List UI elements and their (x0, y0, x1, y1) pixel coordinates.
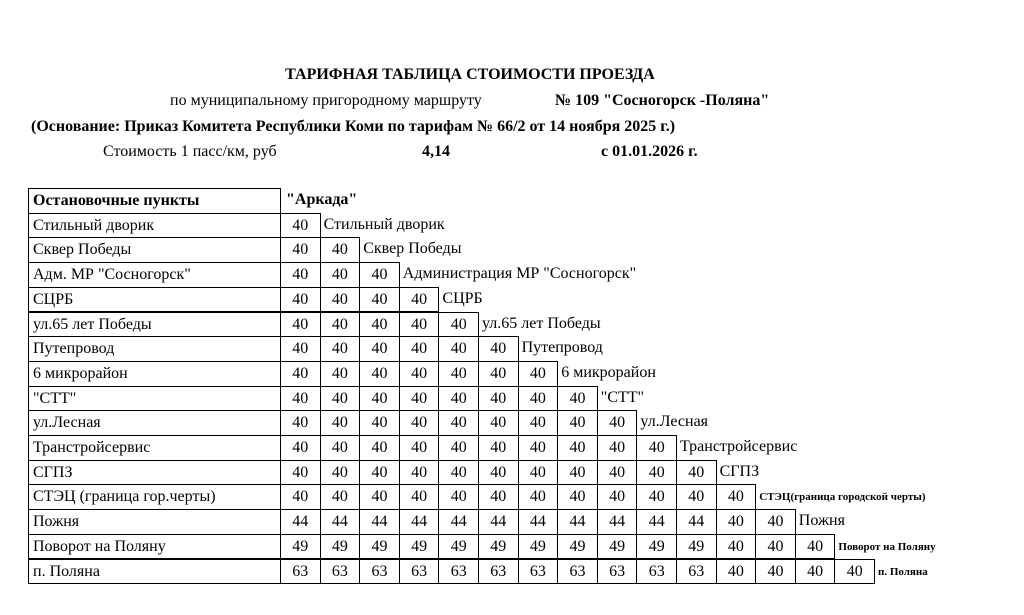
fare-cell: 40 (280, 237, 321, 263)
fare-cell: 40 (716, 484, 757, 510)
fare-cell: 40 (597, 460, 638, 486)
fare-cell: 40 (280, 312, 321, 338)
fare-cell: 63 (320, 559, 361, 585)
fare-cell: 40 (280, 410, 321, 436)
fare-cell: 40 (636, 460, 677, 486)
fare-cell: 40 (438, 386, 479, 412)
fare-cell: 44 (320, 509, 361, 535)
fare-cell: 63 (676, 559, 717, 585)
fare-cell: 40 (438, 435, 479, 461)
stop-label-diagonal: Транстройсервис (680, 438, 798, 455)
stop-name: СТЭЦ (граница гор.черты) (28, 484, 281, 510)
fare-cell: 40 (280, 213, 321, 239)
basis-note: (Основание: Приказ Комитета Республики Коми по тарифам № 66/2 от 14 ноября 2025 г.) (31, 118, 676, 135)
stop-name: ул.Лесная (28, 410, 281, 436)
fare-cell: 49 (359, 534, 400, 560)
fare-cell: 44 (676, 509, 717, 535)
fare-cell: 40 (320, 410, 361, 436)
fare-cell: 40 (359, 484, 400, 510)
fare-cell: 40 (320, 336, 361, 362)
stop-label-diagonal: СГПЗ (719, 462, 760, 480)
fare-cell: 40 (320, 312, 361, 338)
stop-label-diagonal: Путепровод (521, 339, 603, 357)
fare-cell: 40 (716, 509, 757, 535)
fare-cell: 40 (359, 460, 400, 486)
fare-cell: 63 (399, 559, 440, 585)
fare-cell: 40 (359, 312, 400, 338)
stop-label-diagonal: Сквер Победы (363, 240, 462, 258)
stop-name: Адм. МР "Сосногорск" (28, 262, 281, 288)
fare-cell: 40 (676, 460, 717, 486)
fare-cell: 40 (478, 484, 519, 510)
fare-cell: 40 (280, 336, 321, 362)
fare-cell: 40 (280, 460, 321, 486)
fare-cell: 44 (438, 509, 479, 535)
stop-name: 6 микрорайон (28, 361, 281, 387)
fare-cell: 40 (478, 336, 519, 362)
fare-cell: 40 (399, 336, 440, 362)
fare-cell: 40 (280, 386, 321, 412)
fare-cell: 49 (399, 534, 440, 560)
effective-date: с 01.01.2026 г. (601, 143, 698, 160)
stop-label-diagonal: 6 микрорайон (561, 363, 656, 381)
fare-cell: 63 (518, 559, 559, 585)
fare-cell: 40 (359, 386, 400, 412)
fare-cell: 40 (478, 361, 519, 387)
fare-cell: 63 (636, 559, 677, 585)
fare-cell: 40 (518, 410, 559, 436)
stop-label-diagonal: ул.65 лет Победы (482, 314, 601, 332)
route-subtitle: по муниципальному пригородному маршруту (170, 92, 482, 109)
fare-cell: 40 (359, 262, 400, 288)
fare-cell: 40 (320, 386, 361, 412)
fare-cell: 63 (280, 559, 321, 585)
fare-cell: 49 (597, 534, 638, 560)
fare-cell: 40 (597, 435, 638, 461)
stop-label-diagonal: п. Поляна (878, 565, 928, 578)
fare-cell: 49 (438, 534, 479, 560)
fare-cell: 40 (518, 460, 559, 486)
fare-cell: 49 (676, 534, 717, 560)
stop-name: Пожня (28, 509, 281, 535)
fare-cell: 49 (557, 534, 598, 560)
fare-cell: 44 (518, 509, 559, 535)
fare-cell: 40 (320, 262, 361, 288)
page-title: ТАРИФНАЯ ТАБЛИЦА СТОИМОСТИ ПРОЕЗДА (285, 66, 655, 83)
fare-cell: 40 (399, 287, 440, 313)
fare-cell: 40 (557, 410, 598, 436)
stop-name: ул.65 лет Победы (28, 312, 281, 338)
fare-cell: 40 (320, 237, 361, 263)
stop-name: Поворот на Поляну (28, 534, 281, 560)
stop-label-diagonal: Стильный дворик (323, 215, 445, 233)
fare-cell: 40 (399, 312, 440, 338)
fare-cell: 63 (438, 559, 479, 585)
stop-label-diagonal: Пожня (798, 512, 845, 530)
fare-cell: 40 (636, 484, 677, 510)
table-header-origin: "Аркада" (286, 191, 358, 208)
stop-name: СЦРБ (28, 287, 281, 313)
fare-cell: 40 (438, 336, 479, 362)
fare-cell: 49 (636, 534, 677, 560)
stop-name: Стильный дворик (28, 213, 281, 239)
fare-cell: 49 (478, 534, 519, 560)
fare-cell: 40 (438, 410, 479, 436)
stop-label-diagonal: СЦРБ (442, 289, 483, 307)
fare-cell: 40 (280, 287, 321, 313)
fare-cell: 40 (399, 484, 440, 510)
fare-cell: 40 (359, 336, 400, 362)
fare-cell: 40 (597, 484, 638, 510)
fare-cell: 40 (359, 435, 400, 461)
fare-cell: 40 (557, 484, 598, 510)
fare-cell: 40 (399, 460, 440, 486)
fare-cell: 40 (478, 386, 519, 412)
fare-cell: 40 (399, 386, 440, 412)
table-header-stops: Остановочные пункты (28, 188, 281, 214)
fare-cell: 40 (359, 410, 400, 436)
stop-name: п. Поляна (28, 559, 281, 585)
fare-cell: 40 (280, 361, 321, 387)
fare-cell: 40 (755, 534, 796, 560)
route-name: № 109 "Сосногорск -Поляна" (555, 92, 770, 109)
fare-cell: 40 (438, 361, 479, 387)
fare-cell: 40 (795, 559, 836, 585)
fare-cell: 40 (795, 534, 836, 560)
fare-cell: 44 (399, 509, 440, 535)
fare-cell: 40 (834, 559, 875, 585)
fare-cell: 40 (280, 484, 321, 510)
fare-cell: 63 (557, 559, 598, 585)
fare-cell: 63 (597, 559, 638, 585)
fare-cell: 44 (597, 509, 638, 535)
fare-cell: 40 (438, 312, 479, 338)
fare-cell: 44 (636, 509, 677, 535)
fare-cell: 40 (755, 509, 796, 535)
fare-cell: 40 (557, 386, 598, 412)
fare-cell: 49 (280, 534, 321, 560)
fare-cell: 40 (557, 460, 598, 486)
fare-cell: 49 (320, 534, 361, 560)
stop-label-diagonal: "СТТ" (600, 388, 645, 406)
stop-name: "СТТ" (28, 386, 281, 412)
fare-cell: 40 (320, 435, 361, 461)
fare-cell: 40 (478, 410, 519, 436)
fare-cell: 40 (716, 559, 757, 585)
fare-cell: 40 (716, 534, 757, 560)
fare-cell: 63 (359, 559, 400, 585)
fare-cell: 40 (320, 484, 361, 510)
stop-label-diagonal: СТЭЦ(граница городской черты) (759, 491, 926, 504)
fare-cell: 40 (597, 410, 638, 436)
fare-cell: 44 (280, 509, 321, 535)
fare-cell: 40 (280, 262, 321, 288)
fare-cell: 40 (478, 435, 519, 461)
stop-name: СГПЗ (28, 460, 281, 486)
fare-cell: 40 (636, 435, 677, 461)
cost-per-km-label: Стоимость 1 пасс/км, руб (103, 143, 277, 160)
fare-cell: 44 (359, 509, 400, 535)
stop-label-diagonal: Администрация МР "Сосногорск" (402, 265, 637, 283)
fare-cell: 40 (755, 559, 796, 585)
fare-cell: 40 (320, 287, 361, 313)
cost-per-km-value: 4,14 (422, 143, 450, 160)
fare-cell: 40 (320, 361, 361, 387)
fare-cell: 40 (518, 386, 559, 412)
fare-cell: 40 (399, 361, 440, 387)
stop-label-diagonal: ул.Лесная (640, 413, 709, 431)
fare-cell: 40 (359, 361, 400, 387)
stop-name: Путепровод (28, 336, 281, 362)
stop-label-diagonal: Поворот на Поляну (838, 540, 936, 553)
fare-cell: 40 (478, 460, 519, 486)
fare-cell: 44 (478, 509, 519, 535)
fare-cell: 40 (359, 287, 400, 313)
fare-cell: 40 (280, 435, 321, 461)
fare-cell: 44 (557, 509, 598, 535)
fare-cell: 40 (320, 460, 361, 486)
fare-cell: 40 (676, 484, 717, 510)
fare-cell: 40 (518, 484, 559, 510)
stop-name: Сквер Победы (28, 237, 281, 263)
fare-cell: 40 (518, 361, 559, 387)
fare-cell: 40 (399, 435, 440, 461)
fare-cell: 40 (557, 435, 598, 461)
fare-cell: 63 (478, 559, 519, 585)
fare-cell: 40 (518, 435, 559, 461)
fare-cell: 40 (399, 410, 440, 436)
stop-name: Транстройсервис (28, 435, 281, 461)
fare-cell: 40 (438, 484, 479, 510)
fare-cell: 40 (438, 460, 479, 486)
fare-cell: 49 (518, 534, 559, 560)
